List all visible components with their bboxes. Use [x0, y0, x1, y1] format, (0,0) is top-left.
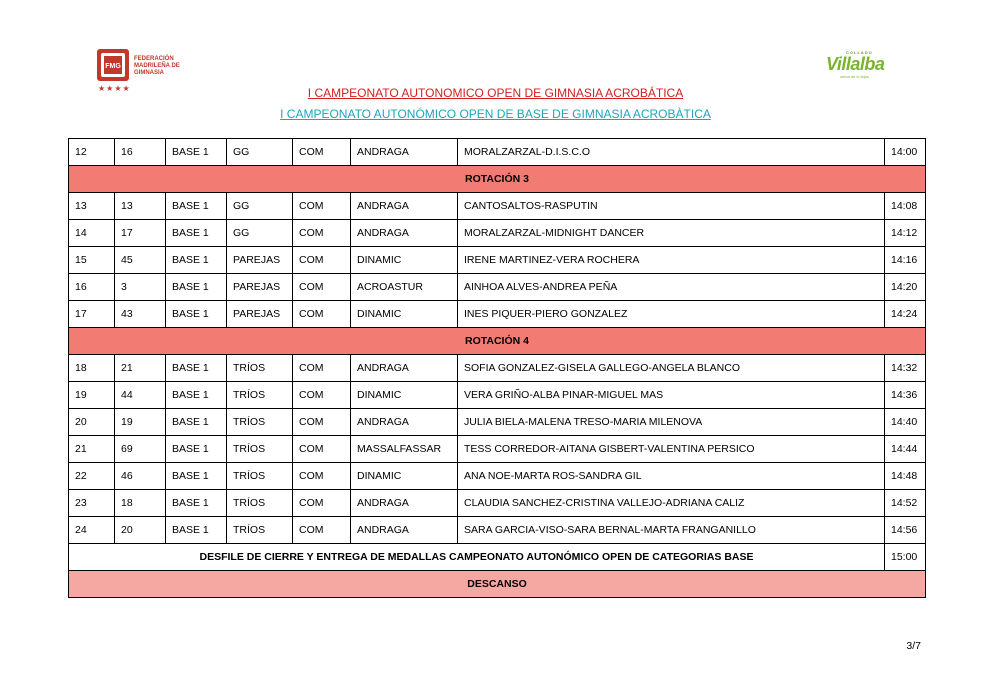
- dorsal-cell: 44: [115, 382, 166, 409]
- type-cell: COM: [293, 382, 351, 409]
- type-cell: COM: [293, 193, 351, 220]
- order-cell: 19: [69, 382, 115, 409]
- club-cell: ANDRAGA: [351, 409, 458, 436]
- page-number: 3/7: [906, 640, 921, 652]
- names-cell: AINHOA ALVES-ANDREA PEÑA: [458, 274, 885, 301]
- level-cell: BASE 1: [166, 139, 227, 166]
- dorsal-cell: 13: [115, 193, 166, 220]
- category-cell: TRÍOS: [227, 517, 293, 544]
- level-cell: BASE 1: [166, 193, 227, 220]
- table-row: [69, 463, 926, 490]
- level-cell: BASE 1: [166, 490, 227, 517]
- desfile-time: 15:00: [885, 544, 926, 571]
- category-cell: TRÍOS: [227, 490, 293, 517]
- title-sub: I CAMPEONATO AUTONÓMICO OPEN DE BASE DE GIMNASIA ACROBÀTICA: [280, 107, 711, 121]
- time-cell: 14:56: [885, 517, 926, 544]
- level-cell: BASE 1: [166, 517, 227, 544]
- order-cell: 22: [69, 463, 115, 490]
- order-cell: 15: [69, 247, 115, 274]
- names-cell: TESS CORREDOR-AITANA GISBERT-VALENTINA PERSICO: [458, 436, 885, 463]
- table-row: [69, 139, 926, 166]
- level-cell: BASE 1: [166, 409, 227, 436]
- type-cell: COM: [293, 463, 351, 490]
- type-cell: COM: [293, 490, 351, 517]
- table-row: [69, 247, 926, 274]
- title-main: I CAMPEONATO AUTONOMICO OPEN DE GIMNASIA ACROBÁTICA: [307, 86, 684, 100]
- category-cell: TRÍOS: [227, 463, 293, 490]
- order-cell: 20: [69, 409, 115, 436]
- club-cell: ANDRAGA: [351, 490, 458, 517]
- order-cell: 13: [69, 193, 115, 220]
- schedule-body: [69, 139, 926, 544]
- level-cell: BASE 1: [166, 301, 227, 328]
- rotation-row: [69, 166, 926, 193]
- table-row: [69, 355, 926, 382]
- time-cell: 14:08: [885, 193, 926, 220]
- category-cell: GG: [227, 220, 293, 247]
- level-cell: BASE 1: [166, 274, 227, 301]
- dorsal-cell: 21: [115, 355, 166, 382]
- table-row: [69, 517, 926, 544]
- villalba-logo-tag: cerca de lo lejos: [840, 74, 869, 79]
- names-cell: JULIA BIELA-MALENA TRESO-MARIA MILENOVA: [458, 409, 885, 436]
- order-cell: 17: [69, 301, 115, 328]
- desfile-row: [69, 544, 926, 571]
- club-cell: MASSALFASSAR: [351, 436, 458, 463]
- level-cell: BASE 1: [166, 463, 227, 490]
- fmg-shield-icon: [96, 48, 130, 82]
- order-cell: 14: [69, 220, 115, 247]
- category-cell: GG: [227, 139, 293, 166]
- villalba-logo-small: COLLADO: [846, 50, 873, 55]
- type-cell: COM: [293, 409, 351, 436]
- level-cell: BASE 1: [166, 220, 227, 247]
- order-cell: 23: [69, 490, 115, 517]
- order-cell: 18: [69, 355, 115, 382]
- fmg-logo-letters: FMG: [105, 63, 121, 70]
- category-cell: PAREJAS: [227, 247, 293, 274]
- dorsal-cell: 3: [115, 274, 166, 301]
- rotation-row: [69, 328, 926, 355]
- category-cell: PAREJAS: [227, 301, 293, 328]
- time-cell: 14:36: [885, 382, 926, 409]
- time-cell: 14:16: [885, 247, 926, 274]
- dorsal-cell: 46: [115, 463, 166, 490]
- names-cell: ANA NOE-MARTA ROS-SANDRA GIL: [458, 463, 885, 490]
- table-row: [69, 301, 926, 328]
- order-cell: 24: [69, 517, 115, 544]
- fmg-logo-text: FEDERACIÓN MADRILEÑA DE GIMNASIA: [134, 56, 180, 76]
- dorsal-cell: 20: [115, 517, 166, 544]
- category-cell: PAREJAS: [227, 274, 293, 301]
- rotation-label: ROTACIÓN 4: [69, 328, 926, 355]
- table-row: [69, 274, 926, 301]
- club-cell: ANDRAGA: [351, 220, 458, 247]
- type-cell: COM: [293, 139, 351, 166]
- names-cell: INES PIQUER-PIERO GONZALEZ: [458, 301, 885, 328]
- level-cell: BASE 1: [166, 436, 227, 463]
- level-cell: BASE 1: [166, 247, 227, 274]
- schedule-footer: [69, 544, 926, 598]
- category-cell: GG: [227, 193, 293, 220]
- time-cell: 14:12: [885, 220, 926, 247]
- time-cell: 14:40: [885, 409, 926, 436]
- level-cell: BASE 1: [166, 355, 227, 382]
- time-cell: 14:52: [885, 490, 926, 517]
- names-cell: SOFIA GONZALEZ-GISELA GALLEGO-ANGELA BLANCO: [458, 355, 885, 382]
- table-row: [69, 490, 926, 517]
- order-cell: 21: [69, 436, 115, 463]
- fmg-stars-icon: ★★★★: [98, 84, 131, 93]
- time-cell: 14:00: [885, 139, 926, 166]
- names-cell: MORALZARZAL-D.I.S.C.O: [458, 139, 885, 166]
- descanso-row: [69, 571, 926, 598]
- names-cell: MORALZARZAL-MIDNIGHT DANCER: [458, 220, 885, 247]
- time-cell: 14:48: [885, 463, 926, 490]
- names-cell: SARA GARCIA-VISO-SARA BERNAL-MARTA FRANGANILLO: [458, 517, 885, 544]
- villalba-logo: [826, 50, 898, 80]
- dorsal-cell: 18: [115, 490, 166, 517]
- level-cell: BASE 1: [166, 382, 227, 409]
- time-cell: 14:24: [885, 301, 926, 328]
- club-cell: DINAMIC: [351, 463, 458, 490]
- villalba-logo-name: Villalba: [826, 54, 885, 74]
- dorsal-cell: 19: [115, 409, 166, 436]
- dorsal-cell: 16: [115, 139, 166, 166]
- time-cell: 14:44: [885, 436, 926, 463]
- table-row: [69, 220, 926, 247]
- type-cell: COM: [293, 274, 351, 301]
- dorsal-cell: 45: [115, 247, 166, 274]
- dorsal-cell: 17: [115, 220, 166, 247]
- schedule-table: [68, 138, 926, 598]
- club-cell: ANDRAGA: [351, 139, 458, 166]
- type-cell: COM: [293, 220, 351, 247]
- table-row: [69, 409, 926, 436]
- club-cell: ANDRAGA: [351, 517, 458, 544]
- type-cell: COM: [293, 517, 351, 544]
- table-row: [69, 436, 926, 463]
- time-cell: 14:20: [885, 274, 926, 301]
- category-cell: TRÍOS: [227, 436, 293, 463]
- names-cell: CANTOSALTOS-RASPUTIN: [458, 193, 885, 220]
- order-cell: 12: [69, 139, 115, 166]
- table-row: [69, 193, 926, 220]
- descanso-label: DESCANSO: [69, 571, 926, 598]
- dorsal-cell: 69: [115, 436, 166, 463]
- category-cell: TRÍOS: [227, 409, 293, 436]
- type-cell: COM: [293, 436, 351, 463]
- type-cell: COM: [293, 247, 351, 274]
- club-cell: ANDRAGA: [351, 193, 458, 220]
- type-cell: COM: [293, 355, 351, 382]
- club-cell: DINAMIC: [351, 247, 458, 274]
- club-cell: ACROASTUR: [351, 274, 458, 301]
- time-cell: 14:32: [885, 355, 926, 382]
- table-row: [69, 382, 926, 409]
- category-cell: TRÍOS: [227, 382, 293, 409]
- names-cell: CLAUDIA SANCHEZ-CRISTINA VALLEJO-ADRIANA CALIZ: [458, 490, 885, 517]
- names-cell: IRENE MARTINEZ-VERA ROCHERA: [458, 247, 885, 274]
- rotation-label: ROTACIÓN 3: [69, 166, 926, 193]
- dorsal-cell: 43: [115, 301, 166, 328]
- order-cell: 16: [69, 274, 115, 301]
- club-cell: DINAMIC: [351, 301, 458, 328]
- category-cell: TRÍOS: [227, 355, 293, 382]
- club-cell: DINAMIC: [351, 382, 458, 409]
- type-cell: COM: [293, 301, 351, 328]
- desfile-label: DESFILE DE CIERRE Y ENTREGA DE MEDALLAS CAMPEONATO AUTONÓMICO OPEN DE CATEGORIAS BASE: [69, 544, 885, 571]
- club-cell: ANDRAGA: [351, 355, 458, 382]
- names-cell: VERA GRIÑO-ALBA PINAR-MIGUEL MAS: [458, 382, 885, 409]
